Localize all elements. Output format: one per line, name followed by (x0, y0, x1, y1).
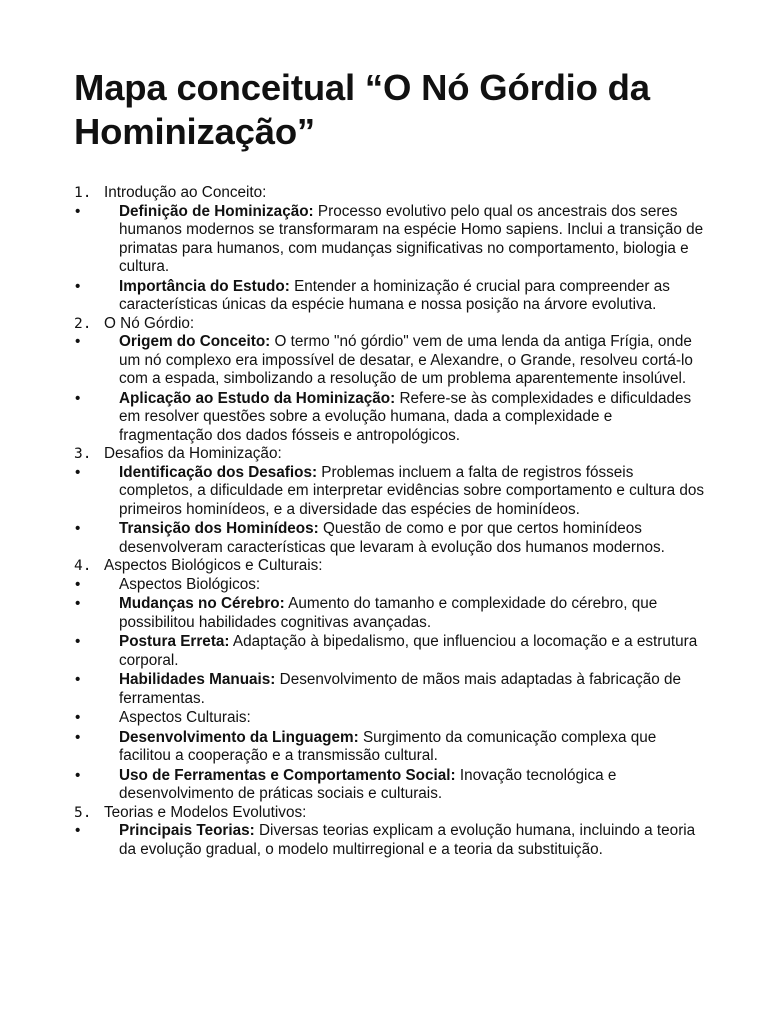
concept-outline (74, 184, 708, 859)
list-item-text (119, 822, 708, 859)
item-term: Habilidades Manuais: (119, 671, 276, 688)
list-item-text (119, 709, 708, 728)
section-heading-text: Teorias e Modelos Evolutivos: (104, 803, 307, 821)
bullet-icon: • (75, 766, 81, 784)
section-heading (74, 445, 708, 464)
list-item-text (119, 278, 708, 315)
bullet-icon: • (75, 822, 81, 839)
item-term: Postura Erreta: (119, 633, 230, 650)
list-item (74, 464, 708, 520)
section-heading-text: Introdução ao Conceito: (104, 184, 267, 201)
item-description: Questão de como e por que certos hominídeos desenvolveram características que levaram à evolução dos humanos modernos. (119, 520, 665, 556)
bullet-icon: • (75, 671, 81, 688)
bullet-icon: • (75, 520, 81, 537)
bullet-icon: • (75, 202, 81, 220)
section-number: 2. (74, 315, 92, 332)
item-description: Adaptação à bipedalismo, que influenciou a locomação e a estrutura corporal. (119, 633, 698, 669)
bullet-icon: • (75, 728, 81, 746)
list-item (74, 278, 708, 315)
list-item-text (119, 203, 708, 277)
item-term: Desenvolvimento da Linguagem: (119, 728, 359, 746)
list-item-text (119, 671, 708, 708)
section-heading (74, 315, 708, 334)
list-item-text (119, 767, 708, 804)
item-term: Definição de Hominização: (119, 202, 314, 220)
item-description: Aspectos Culturais: (119, 709, 251, 726)
item-description: Desenvolvimento de mãos mais adaptadas à fabricação de ferramentas. (119, 671, 682, 707)
bullet-icon: • (75, 389, 81, 407)
item-term: Importância do Estudo: (119, 277, 290, 295)
section-heading-text: O Nó Górdio: (104, 314, 195, 332)
bullet-icon: • (75, 709, 81, 726)
list-item (74, 333, 708, 389)
section-heading (74, 804, 708, 823)
bullet-icon: • (75, 633, 81, 650)
list-item (74, 709, 708, 728)
section-heading (74, 557, 708, 576)
list-item-text (119, 464, 708, 520)
bullet-icon: • (75, 575, 81, 593)
item-description: Aspectos Biológicos: (119, 575, 261, 593)
list-item-text (119, 595, 708, 632)
section-number: 1. (74, 185, 92, 201)
item-description: O termo "nó górdio" vem de uma lenda da antiga Frígia, onde um nó complexo era impossível de desatar, e Alexandre, o Grande, resolveu cortá-lo com a espada, simbolizando a resolução de um problema aparentemente insolúvel. (119, 333, 693, 387)
item-term: Principais Teorias: (119, 822, 255, 839)
section-number: 5. (74, 804, 92, 821)
list-item (74, 671, 708, 708)
section-heading-text: Desafios da Hominização: (104, 445, 282, 462)
list-item-text (119, 390, 708, 446)
item-description: Inovação tecnológica e desenvolvimento de práticas sociais e culturais. (119, 766, 617, 802)
item-description: Surgimento da comunicação complexa que facilitou a cooperação e a transmissão cultural. (119, 728, 657, 764)
item-description: Diversas teorias explicam a evolução humana, incluindo a teoria da evolução gradual, o modelo multirregional e a teoria da substituição. (119, 822, 696, 858)
list-item-text (119, 633, 708, 670)
item-term: Origem do Conceito: (119, 333, 271, 350)
list-item (74, 576, 708, 595)
list-item-text (119, 729, 708, 766)
bullet-icon: • (75, 463, 81, 481)
item-term: Transição dos Hominídeos: (119, 520, 319, 537)
list-item (74, 595, 708, 632)
page-title: Mapa conceitual “O Nó Górdio da Hominização” (74, 67, 650, 152)
item-description: Entender a hominização é crucial para compreender as características únicas da espécie humana e nossa posição na árvore evolutiva. (119, 277, 670, 313)
item-description: Processo evolutivo pelo qual os ancestrais dos seres humanos modernos se transformaram na espécie Homo sapiens. Inclui a transição de primatas para humanos, com mudanças significativas no comportamento, biologia e cultura. (119, 202, 704, 275)
list-item (74, 203, 708, 277)
list-item (74, 633, 708, 670)
item-term: Mudanças no Cérebro: (119, 595, 285, 612)
bullet-icon: • (75, 595, 81, 612)
item-term: Identificação dos Desafios: (119, 463, 318, 481)
item-description: Refere-se às complexidades e dificuldades em resolver questões sobre a evolução humana, dada a complexidade e fragmentação dos dados fósseis e antropológicos. (119, 389, 692, 444)
list-item-text (119, 333, 708, 389)
list-item (74, 520, 708, 557)
list-item (74, 729, 708, 766)
list-item (74, 822, 708, 859)
item-description: Problemas incluem a falta de registros fósseis completos, a dificuldade em interpretar evidências sobre comportamento e cultura dos primeiros hominídeos, e a diversidade das espécies de hominídeos. (119, 463, 704, 518)
list-item-text (119, 520, 708, 557)
list-item (74, 767, 708, 804)
section-heading-text: Aspectos Biológicos e Culturais: (104, 557, 323, 574)
bullet-icon: • (75, 277, 81, 295)
bullet-icon: • (75, 333, 81, 350)
section-number: 4. (74, 558, 92, 574)
list-item (74, 390, 708, 446)
item-term: Aplicação ao Estudo da Hominização: (119, 389, 396, 407)
section-heading (74, 184, 708, 203)
item-term: Uso de Ferramentas e Comportamento Social: (119, 766, 456, 784)
item-description: Aumento do tamanho e complexidade do cérebro, que possibilitou habilidades cognitivas avançadas. (119, 595, 658, 631)
section-number: 3. (74, 446, 92, 462)
list-item-text (119, 576, 708, 595)
